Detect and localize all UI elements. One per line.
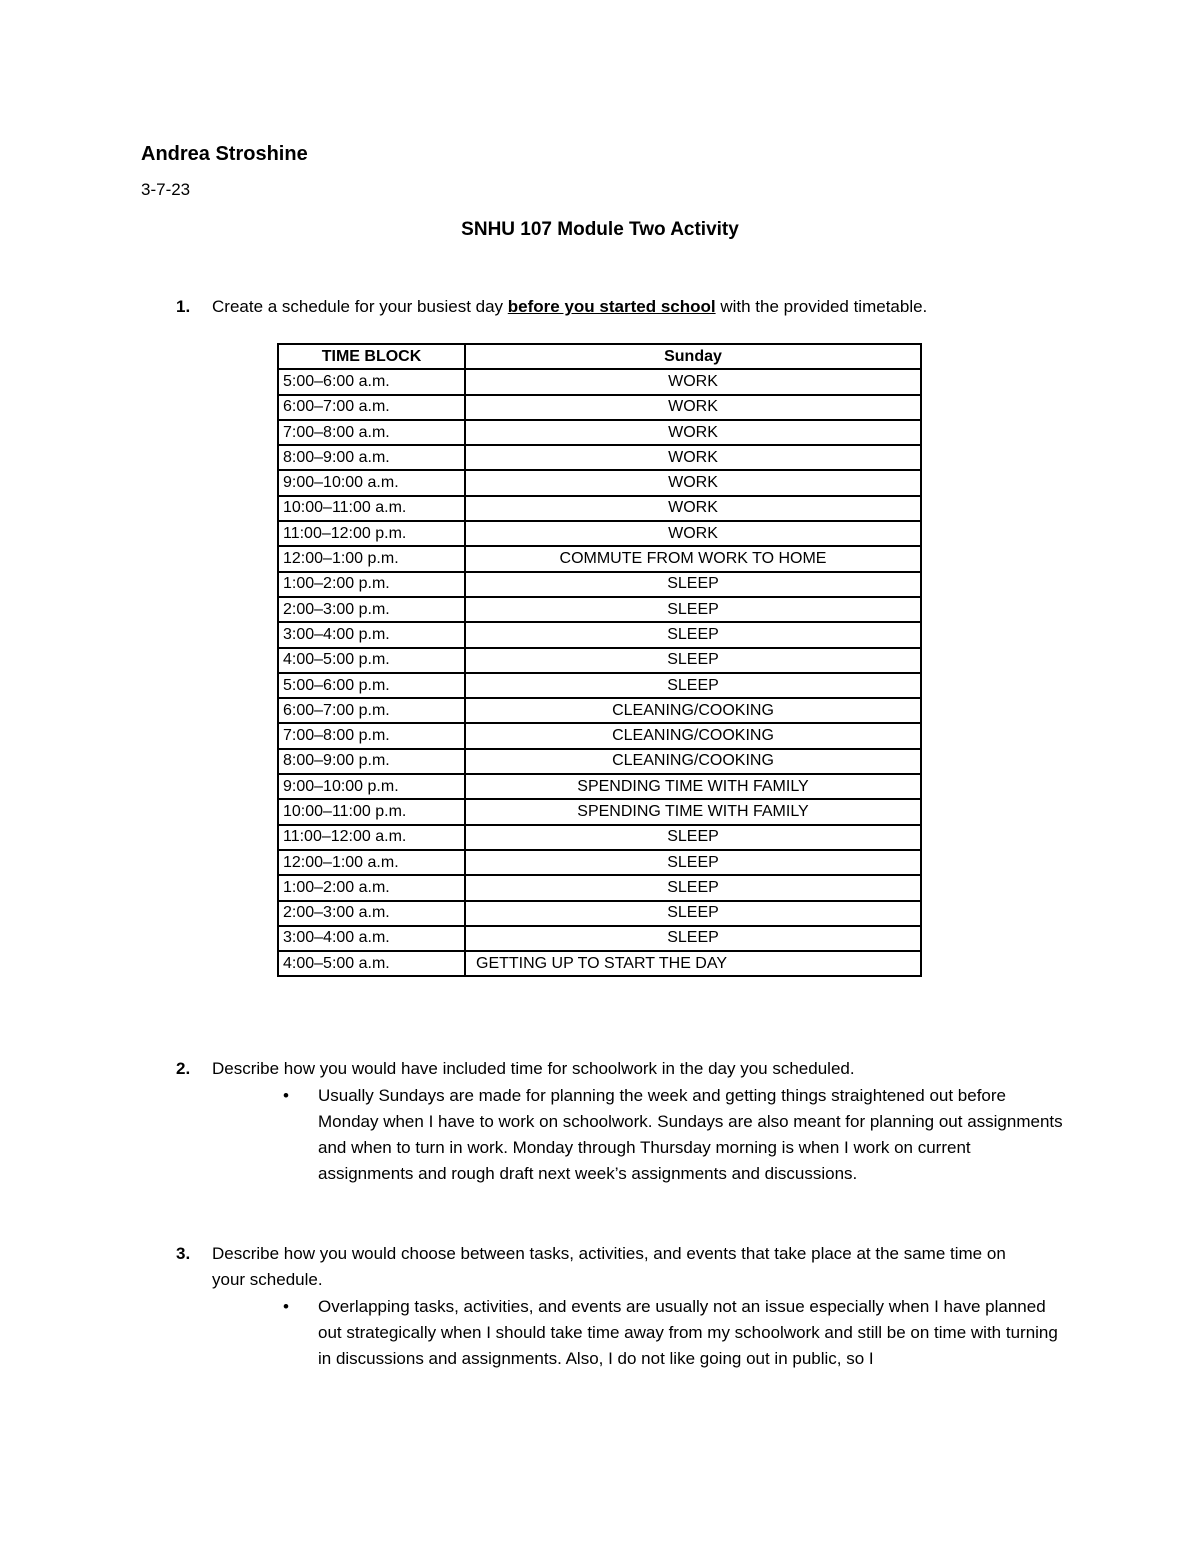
- activity-cell: WORK: [465, 420, 921, 445]
- bullet-icon: •: [283, 1086, 289, 1105]
- time-block-cell: 8:00–9:00 p.m.: [278, 749, 465, 774]
- activity-cell: CLEANING/COOKING: [465, 749, 921, 774]
- answer-3: [283, 1294, 1063, 1372]
- table-row: [278, 901, 921, 926]
- time-block-cell: 7:00–8:00 a.m.: [278, 420, 465, 445]
- table-row: [278, 926, 921, 951]
- question-text: [212, 294, 1052, 320]
- table-row: [278, 521, 921, 546]
- time-block-cell: 1:00–2:00 p.m.: [278, 572, 465, 597]
- time-block-cell: 8:00–9:00 a.m.: [278, 445, 465, 470]
- activity-cell: WORK: [465, 445, 921, 470]
- document-title: SNHU 107 Module Two Activity: [461, 219, 739, 240]
- question-text: Describe how you would choose between tasks, activities, and events that take place at the same time on your schedule.: [212, 1244, 1006, 1289]
- table-row: [278, 799, 921, 824]
- activity-cell: WORK: [465, 521, 921, 546]
- document-date: 3-7-23: [141, 180, 191, 199]
- activity-cell: SLEEP: [465, 622, 921, 647]
- question-1: [176, 294, 1052, 320]
- table-row: [278, 395, 921, 420]
- table-header-row: [278, 344, 921, 369]
- question-number: 3.: [176, 1244, 191, 1263]
- question-emphasis: before you started school: [507, 297, 716, 316]
- time-block-cell: 1:00–2:00 a.m.: [278, 875, 465, 900]
- bullet-icon: •: [283, 1297, 289, 1316]
- answer-2: [283, 1083, 1063, 1187]
- table-row: [278, 420, 921, 445]
- activity-cell: WORK: [465, 496, 921, 521]
- header-day: Sunday: [465, 344, 921, 369]
- question-text: Describe how you would have included time for schoolwork in the day you scheduled.: [212, 1059, 855, 1078]
- activity-cell: CLEANING/COOKING: [465, 698, 921, 723]
- activity-cell: SLEEP: [465, 673, 921, 698]
- table-row: [278, 496, 921, 521]
- activity-cell: SLEEP: [465, 901, 921, 926]
- table-row: [278, 648, 921, 673]
- table-row: [278, 774, 921, 799]
- activity-cell: CLEANING/COOKING: [465, 723, 921, 748]
- answer-text: Overlapping tasks, activities, and events are usually not an issue especially when I have planned out strategically when I should take time away from my schoolwork and still be on time with turning in discussions and assignments. Also, I do not like going out in public, so I: [318, 1297, 1058, 1368]
- activity-cell: SLEEP: [465, 572, 921, 597]
- activity-cell: SLEEP: [465, 926, 921, 951]
- activity-cell: SPENDING TIME WITH FAMILY: [465, 799, 921, 824]
- time-block-cell: 2:00–3:00 a.m.: [278, 901, 465, 926]
- time-block-cell: 2:00–3:00 p.m.: [278, 597, 465, 622]
- question-number: 1.: [176, 297, 191, 316]
- table-row: [278, 546, 921, 571]
- time-block-cell: 10:00–11:00 a.m.: [278, 496, 465, 521]
- answer-text: Usually Sundays are made for planning the week and getting things straightened out before Monday when I have to work on schoolwork. Sundays are also meant for planning out assignments and when to turn in work. Monday through Thursday morning is when I work on current assignments and rough draft next week’s assignments and discussions.: [318, 1086, 1063, 1183]
- time-block-cell: 6:00–7:00 a.m.: [278, 395, 465, 420]
- table-row: [278, 749, 921, 774]
- header-time-block: TIME BLOCK: [278, 344, 465, 369]
- activity-cell: SLEEP: [465, 875, 921, 900]
- activity-cell: WORK: [465, 369, 921, 394]
- activity-cell: SLEEP: [465, 850, 921, 875]
- time-block-cell: 11:00–12:00 p.m.: [278, 521, 465, 546]
- table-row: [278, 698, 921, 723]
- table-row: [278, 850, 921, 875]
- time-block-cell: 5:00–6:00 a.m.: [278, 369, 465, 394]
- activity-cell: SPENDING TIME WITH FAMILY: [465, 774, 921, 799]
- time-block-cell: 7:00–8:00 p.m.: [278, 723, 465, 748]
- activity-cell: WORK: [465, 470, 921, 495]
- table-row: [278, 875, 921, 900]
- time-block-cell: 9:00–10:00 a.m.: [278, 470, 465, 495]
- table-row: [278, 572, 921, 597]
- question-2: [176, 1056, 1052, 1082]
- activity-cell: SLEEP: [465, 825, 921, 850]
- time-block-cell: 4:00–5:00 a.m.: [278, 951, 465, 976]
- time-block-cell: 4:00–5:00 p.m.: [278, 648, 465, 673]
- table-row: [278, 622, 921, 647]
- time-block-cell: 10:00–11:00 p.m.: [278, 799, 465, 824]
- activity-cell: WORK: [465, 395, 921, 420]
- time-block-cell: 3:00–4:00 p.m.: [278, 622, 465, 647]
- time-block-cell: 12:00–1:00 p.m.: [278, 546, 465, 571]
- table-row: [278, 445, 921, 470]
- question-number: 2.: [176, 1059, 191, 1078]
- question-text-part: Create a schedule for your busiest day: [212, 297, 508, 316]
- schedule-body: [278, 369, 921, 976]
- activity-cell: GETTING UP TO START THE DAY: [465, 951, 921, 976]
- table-row: [278, 597, 921, 622]
- question-3: [176, 1241, 1012, 1293]
- table-row: [278, 673, 921, 698]
- table-row: [278, 470, 921, 495]
- time-block-cell: 11:00–12:00 a.m.: [278, 825, 465, 850]
- time-block-cell: 12:00–1:00 a.m.: [278, 850, 465, 875]
- table-row: [278, 723, 921, 748]
- activity-cell: SLEEP: [465, 597, 921, 622]
- schedule-table: [277, 343, 922, 977]
- time-block-cell: 9:00–10:00 p.m.: [278, 774, 465, 799]
- time-block-cell: 6:00–7:00 p.m.: [278, 698, 465, 723]
- activity-cell: COMMUTE FROM WORK TO HOME: [465, 546, 921, 571]
- activity-cell: SLEEP: [465, 648, 921, 673]
- time-block-cell: 3:00–4:00 a.m.: [278, 926, 465, 951]
- table-row: [278, 825, 921, 850]
- author-name: Andrea Stroshine: [141, 143, 308, 165]
- table-row: [278, 951, 921, 976]
- time-block-cell: 5:00–6:00 p.m.: [278, 673, 465, 698]
- table-row: [278, 369, 921, 394]
- question-text-part: with the provided timetable.: [715, 297, 928, 316]
